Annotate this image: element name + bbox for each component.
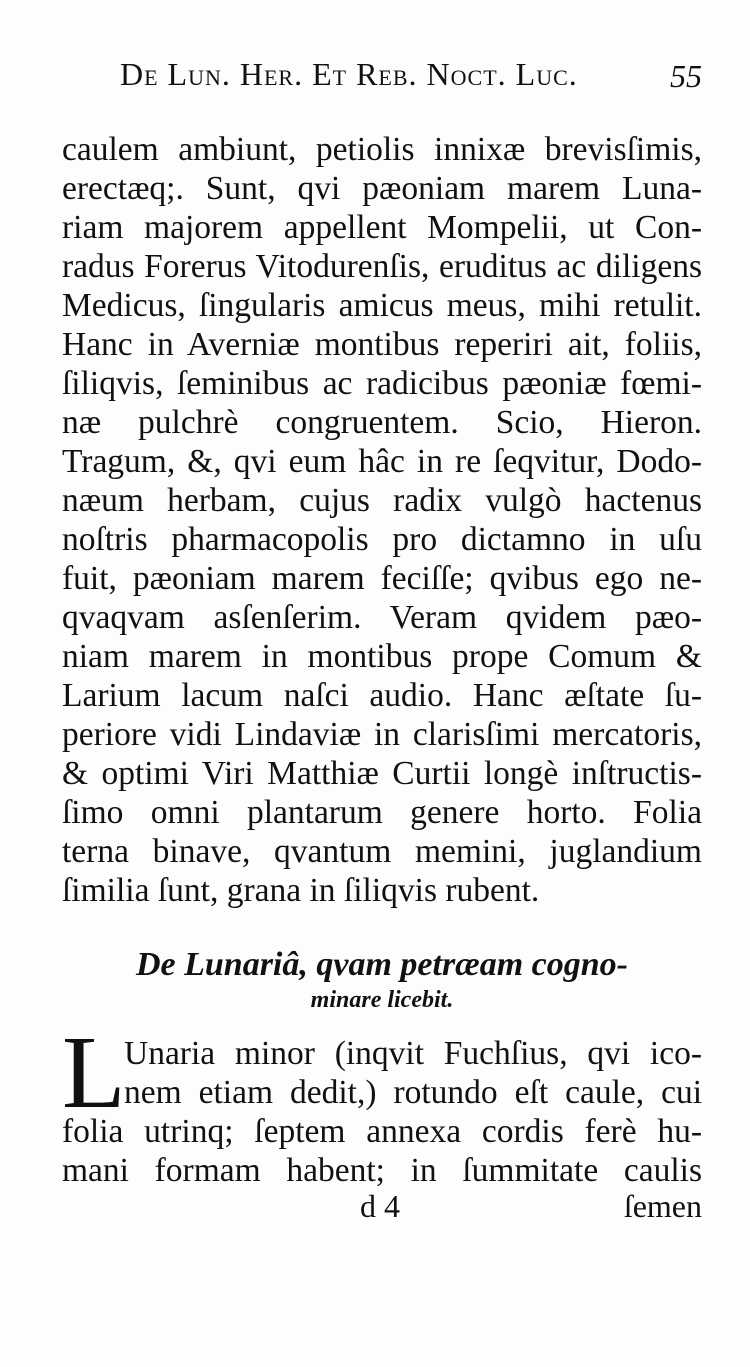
text-line: noſtris pharmacopolis pro dictamno in uſu <box>62 521 702 558</box>
drop-cap: L <box>62 1015 126 1130</box>
text-line: periore vidi Lindaviæ in clarisſimi mercatoris, <box>62 716 702 753</box>
text-line: Medicus, ſingularis amicus meus, mihi retulit. <box>62 287 702 324</box>
text-line: caulem ambiunt, petiolis innixæ brevisſimis, <box>62 131 702 168</box>
text-line: ſiliqvis, ſeminibus ac radicibus pæoniæ fœmi- <box>62 365 702 402</box>
page-footer <box>62 1188 702 1228</box>
text-line: nem etiam dedit,) rotundo eſt caule, cui <box>124 1074 702 1111</box>
text-line: & optimi Viri Matthiæ Curtii longè inſtructis- <box>62 755 702 792</box>
running-head-title: De Lun. Her. Et Reb. Noct. Luc. <box>120 56 578 92</box>
paragraph-1 <box>62 130 702 910</box>
text-line: erectæq;. Sunt, qvi pæoniam marem Luna- <box>62 170 702 207</box>
text-line: mani formam habent; in ſummitate caulis <box>62 1152 702 1189</box>
text-line: næum herbam, cujus radix vulgò hactenus <box>62 482 702 519</box>
section-heading-line: De Lunariâ, qvam petræam cogno- <box>135 946 629 983</box>
catchword: ſemen <box>623 1188 702 1224</box>
text-line: Unaria minor (inqvit Fuchſius, qvi ico- <box>124 1035 702 1072</box>
text-line: Tragum, &, qvi eum hâc in re ſeqvitur, Dodo- <box>62 443 702 480</box>
text-line: næ pulchrè congruentem. Scio, Hieron. <box>62 404 702 441</box>
text-line: qvaqvam asſenſerim. Veram qvidem pæo- <box>62 599 702 636</box>
page-number: 55 <box>670 58 702 94</box>
text-line: Hanc in Averniæ montibus reperiri ait, foliis, <box>62 326 702 363</box>
text-line: niam marem in montibus prope Comum & <box>62 638 702 675</box>
text-line: Larium lacum naſci audio. Hanc æſtate ſu- <box>62 677 702 714</box>
text-line: radus Forerus Vitodurenſis, eruditus ac diligens <box>62 248 702 285</box>
section-heading <box>62 945 702 1015</box>
signature-mark: d 4 <box>360 1188 400 1224</box>
text-line: ſimo omni plantarum genere horto. Folia <box>62 794 702 831</box>
paragraph-2 <box>62 1015 702 1190</box>
text-line: folia utrinq; ſeptem annexa cordis ferè hu- <box>62 1113 702 1150</box>
text-line: ſimilia ſunt, grana in ſiliqvis rubent. <box>62 872 540 909</box>
text-line: riam majorem appellent Mompelii, ut Con- <box>62 209 702 246</box>
section-heading-line: minare licebit. <box>310 987 454 1013</box>
text-line: terna binave, qvantum memini, juglandium <box>62 833 702 870</box>
running-head <box>120 56 710 100</box>
text-line: fuit, pæoniam marem feciſſe; qvibus ego ne- <box>62 560 702 597</box>
